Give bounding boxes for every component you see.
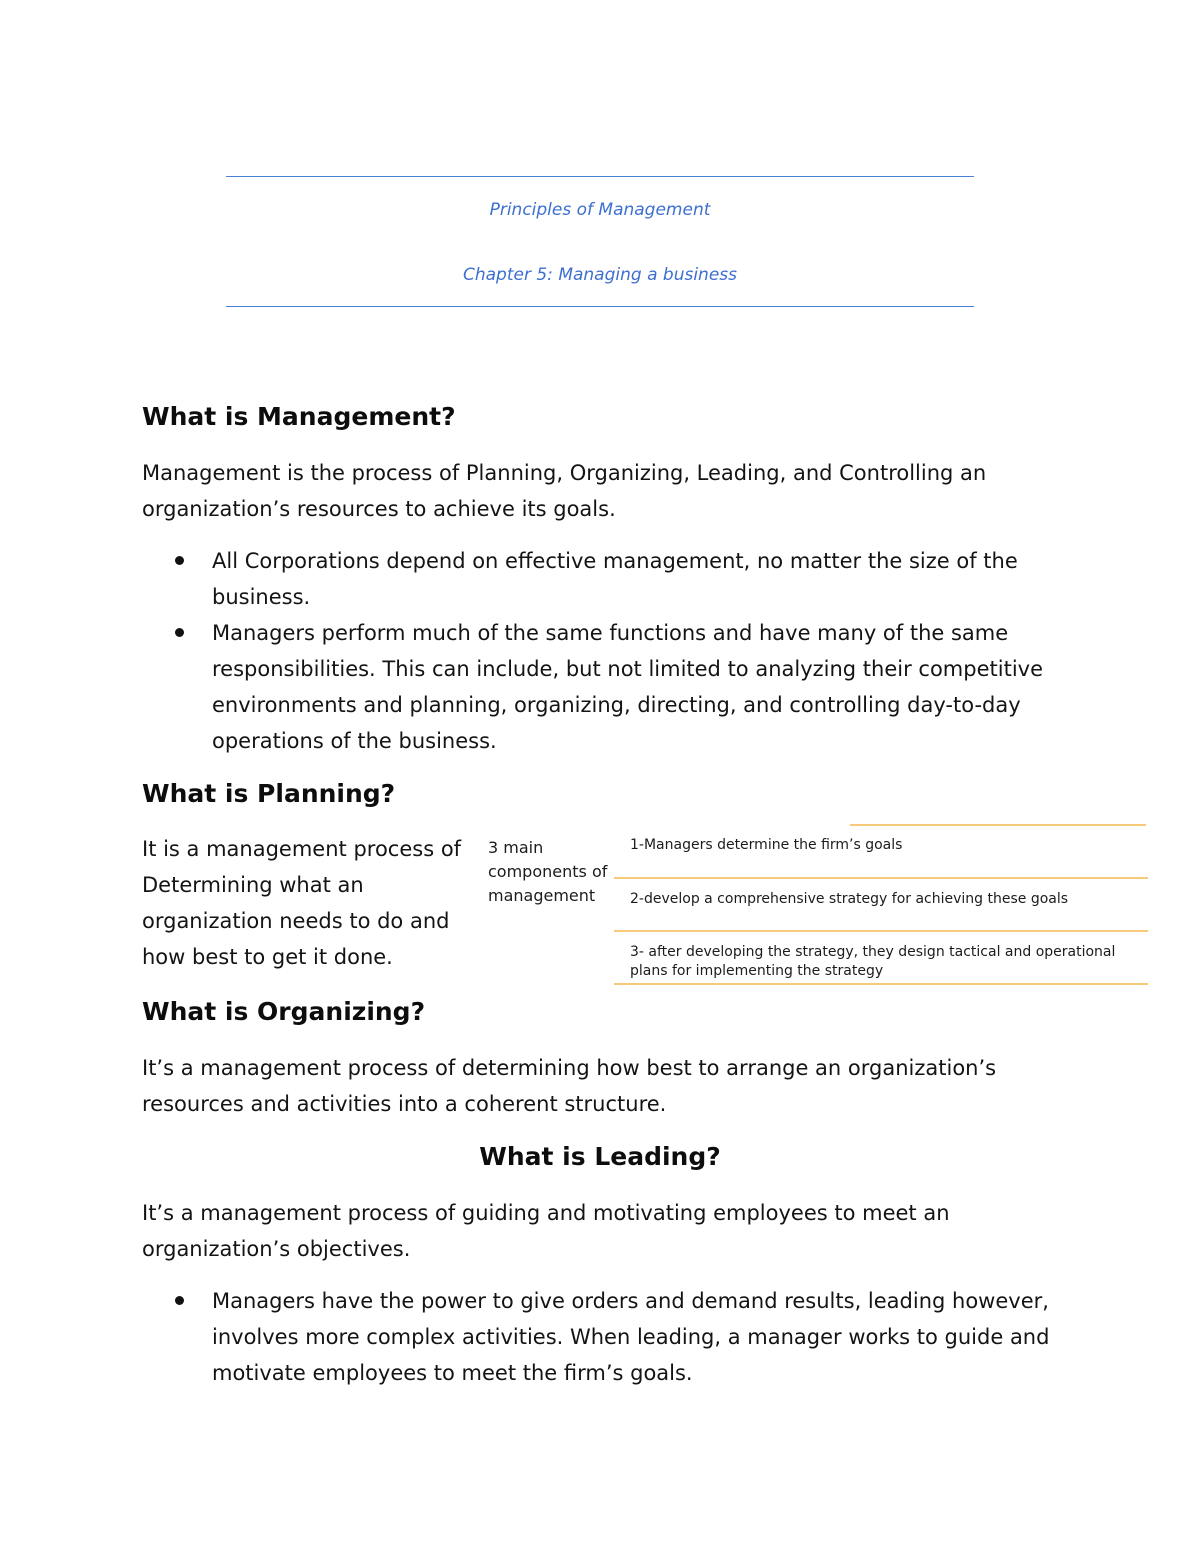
diagram-line-top	[850, 824, 1146, 826]
diagram-line-1	[614, 877, 1148, 879]
components-diagram	[488, 822, 1150, 992]
diagram-step-1: 1-Managers determine the firm’s goals	[630, 837, 903, 853]
chapter-title: Chapter 5: Managing a business	[463, 265, 737, 285]
leading-definition: It’s a management process of guiding and motivating employees to meet an organization’s objectives.	[142, 1201, 950, 1261]
header-rule-bottom	[226, 306, 974, 307]
heading-management: What is Management?	[142, 402, 456, 431]
heading-planning: What is Planning?	[142, 779, 396, 808]
list-item: Managers have the power to give orders and demand results, leading however, involves more complex activities. When leading, a manager works to guide and motivate employees to meet the firm’s goals.	[170, 1283, 1060, 1391]
heading-leading: What is Leading?	[479, 1142, 721, 1171]
list-item: Managers perform much of the same functions and have many of the same responsibilities. This can include, but not limited to analyzing their competitive environments and planning, organizing, directing, and controlling day-to-day operations of the business.	[170, 615, 1060, 759]
organizing-definition: It’s a management process of determining how best to arrange an organization’s resources and activities into a coherent structure.	[142, 1056, 997, 1116]
diagram-line-2	[614, 930, 1148, 932]
diagram-line-3	[614, 983, 1148, 985]
course-title: Principles of Management	[489, 200, 711, 220]
planning-definition: It is a management process of Determining what an organization needs to do and how best to get it done.	[142, 837, 462, 969]
leading-bullet-list	[170, 1283, 1060, 1391]
management-bullet-list	[170, 543, 1060, 759]
bullet-icon	[175, 628, 184, 637]
header-rule-top	[226, 176, 974, 177]
heading-organizing: What is Organizing?	[142, 997, 426, 1026]
management-definition: Management is the process of Planning, Organizing, Leading, and Controlling an organization’s resources to achieve its goals.	[142, 461, 987, 521]
bullet-icon	[175, 556, 184, 565]
bullet-icon	[175, 1296, 184, 1305]
diagram-step-3: 3- after developing the strategy, they design tactical and operational plans for implementing the strategy	[630, 944, 1116, 979]
diagram-label: 3 main components of management	[488, 838, 608, 905]
list-item: All Corporations depend on effective management, no matter the size of the business.	[170, 543, 1060, 615]
diagram-step-2: 2-develop a comprehensive strategy for achieving these goals	[630, 891, 1069, 907]
